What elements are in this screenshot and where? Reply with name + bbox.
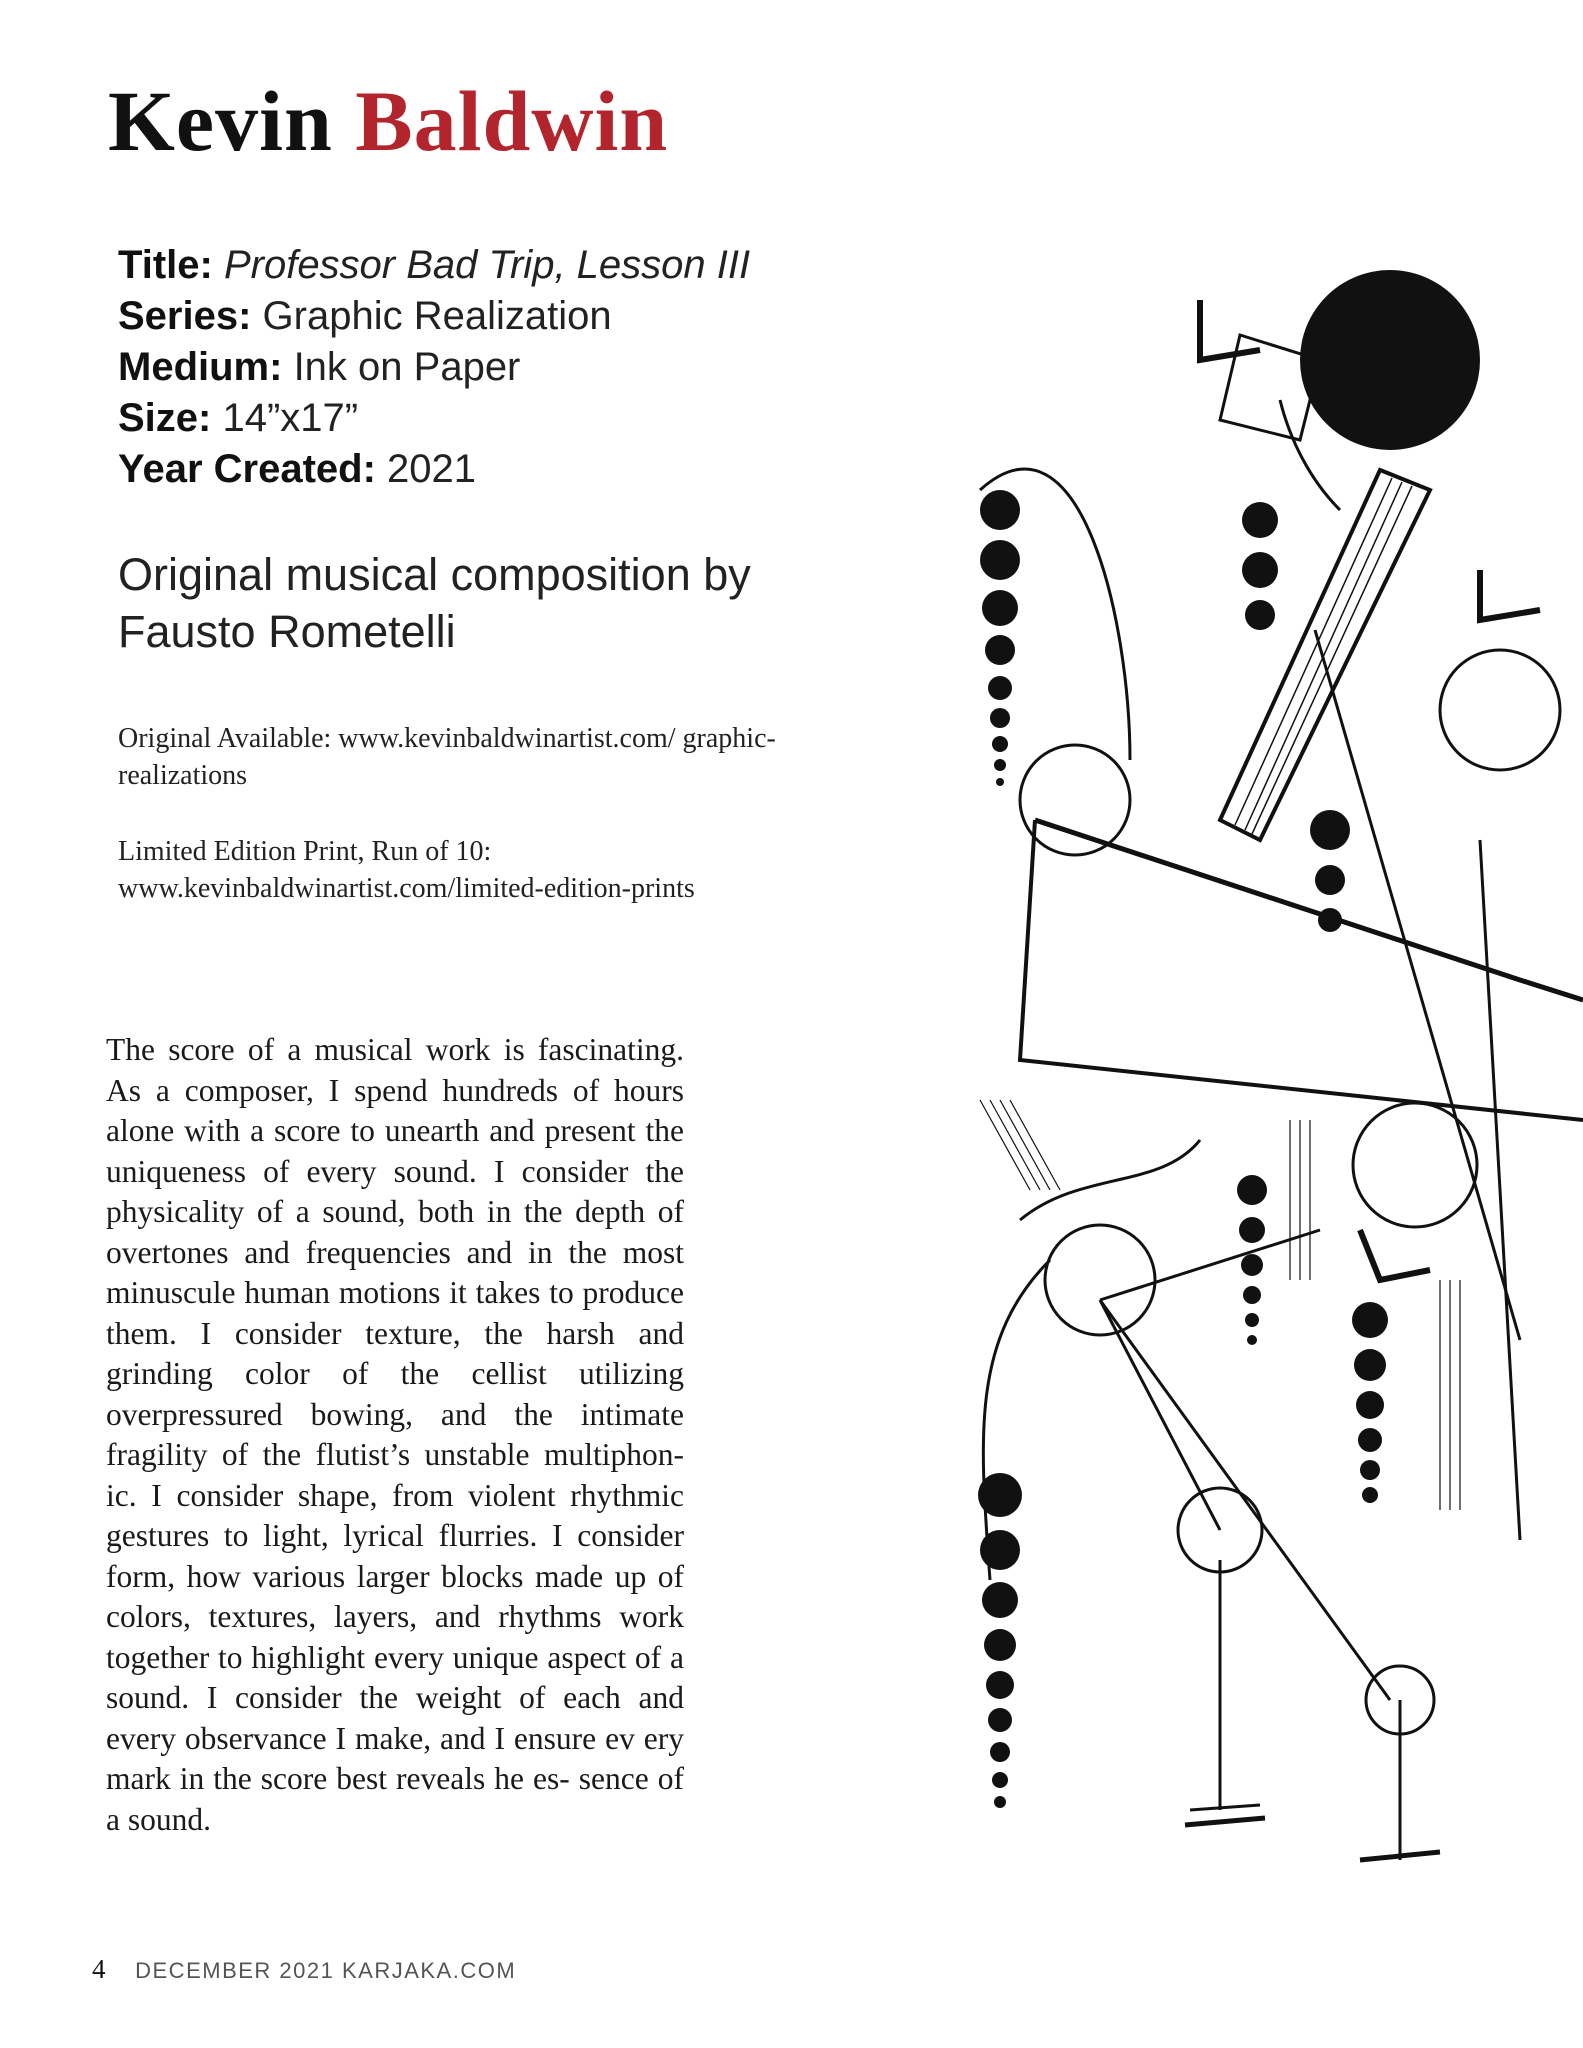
artwork-details	[118, 240, 878, 495]
detail-label: Series:	[118, 294, 252, 338]
original-availability: Original Available: www.kevinbaldwinartist.com/ graphic-realizations	[118, 723, 776, 791]
artist-statement: The score of a musical work is fascinating. As a composer, I spend hundreds of hours alone with a score to unearth and present the uniqueness of every sound. I consider the physicality of a sound, both in the depth of overtones and frequencies and in the most minuscule human motions it takes to produce them. I consider texture, the harsh and grinding color of the cellist utilizing overpressured bowing, and the intimate fragility of the flutist’s unstable multiphon- ic. I consider shape, from violent rhythmic gestures to light, lyrical flurries. I consider form, how various larger blocks made up of colors, textures, layers, and rhythms work together to highlight every unique aspect of a sound. I consider the weight of each and every observance I make, and I ensure ev ery mark in the score best reveals he es- sence of a sound.	[106, 1032, 684, 1837]
detail-value: 14”x17”	[222, 396, 359, 440]
detail-value: Ink on Paper	[293, 345, 521, 389]
detail-value: Professor Bad Trip, Lesson III	[223, 243, 751, 287]
detail-value: 2021	[387, 447, 477, 491]
detail-label: Year Created:	[118, 447, 376, 491]
artist-last-name: Baldwin	[355, 73, 669, 169]
issue-line: DECEMBER 2021 KARJAKA.COM	[135, 1958, 517, 1983]
artist-first-name: Kevin	[108, 73, 333, 169]
composition-credit: Original musical composition by Fausto Rometelli	[118, 549, 751, 657]
detail-label: Title:	[118, 243, 213, 287]
detail-size	[118, 393, 878, 444]
page-number: 4	[92, 1954, 106, 1984]
detail-title	[118, 240, 878, 291]
artwork-illustration	[960, 240, 1583, 1900]
detail-year	[118, 444, 878, 495]
detail-value: Graphic Realization	[262, 294, 612, 338]
page-footer	[92, 1954, 516, 1985]
detail-medium	[118, 342, 878, 393]
detail-label: Size:	[118, 396, 212, 440]
detail-series	[118, 291, 878, 342]
artist-name	[108, 73, 669, 169]
detail-label: Medium:	[118, 345, 283, 389]
print-availability: Limited Edition Print, Run of 10: www.kevinbaldwinartist.com/limited-edition-prints	[118, 836, 695, 904]
